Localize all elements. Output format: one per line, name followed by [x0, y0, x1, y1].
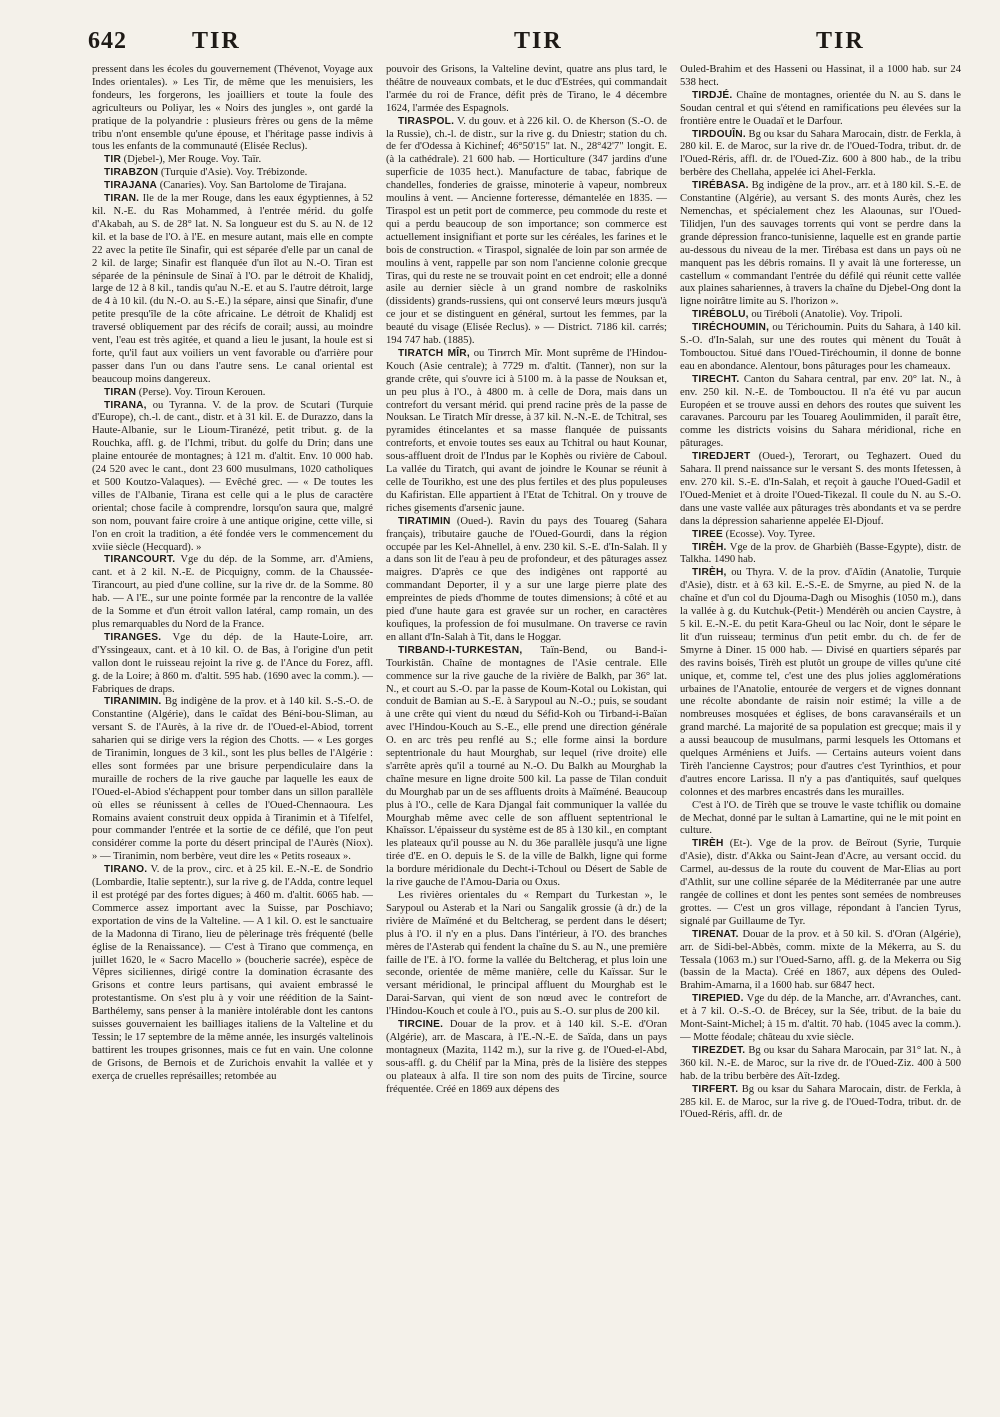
entry-headword: TIRDJÉ.: [692, 89, 733, 101]
page-header: [88, 28, 970, 62]
entry-text: Bg indigène de la prov. et à 140 kil. S.-S.-O. de Constantine (Algérie), dans le caïdat des Béni-bou-Sliman, au versant S. de l'Aurès, à la rive dr. de l'Oued-el-Abiod, torrent saharien qui se dirige vers la région des Chotts. — « Les gorges de Tiranimin, longues de 3 kil., sont les plus belles de l'Algérie : elles sont formées par une brisure perpendiculaire dans la muraille de rochers de la rive gauche par laquelle les eaux de l'Oued-el-Abiod s'échappent pour tomber dans un sillon parallèle où elles se réunissent à celles de l'Oued-Chennaoura. Les Romains avaient construit deux oppida à Tiranimin et à Tifelfel, pour commander l'entrée et la sortie de ce défilé, que l'on peut considérer comme la porte du désert principal de l'Aurès (Niox). » — Tiranimin, nom berbère, veut dire les « Petits roseaux ».: [92, 696, 373, 863]
entry-headword: TIRFERT.: [692, 1083, 739, 1095]
entry-text: Douar de la prov. et à 140 kil. S.-E. d'Oran (Algérie), arr. de Mascara, à l'E.-N.-E. de Saïda, dans un pays montagneux (Mazita, 1142 m.), sur la rive g. de l'Oued-el-Abd, sous-affl. g. du Chélif par la Mina, près de la lisière des steppes ou plateaux à alfa. Il tire son nom des puits de Tircine, source fréquentée. Créé en 1869 aux dépens des: [386, 1019, 667, 1095]
entry-headword: TIRÈH,: [692, 567, 727, 579]
entry-text: V. du gouv. et à 226 kil. O. de Kherson (S.-O. de la Russie), ch.-l. de distr., sur la rive g. du Dniestr; station du ch. de fer d'Odessa à Kichinef; 46°50'15" lat. N., 28°42'7" longit. E. (à la cathédrale). 21 600 hab. — Horticulture (347 jardins d'une superficie de 1035 hect.). Manufacture de tabac, fabrique de chandelles, fonderies de graisse, minoterie à vapeur, nombreux moulins à vent. — Ancienne forteresse, démantelée en 1835. — Tiraspol est un petit port de commerce, peu commode du reste et qui a perdu beaucoup de son importance; son commerce est actuellement insignifiant et porte sur les céréales, les farines et le bois de construction. « Tiraspol, signalée de loin par son armée de moulins à vent, rappelle par son nom l'ancienne colonie grecque Tiras, qui du reste ne se trouvait point en cet endroit; elle a donné asile au dernier siècle à un grand nombre de raskolniks (dissidents) grands-russiens, qui ont conservé leurs mœurs jusqu'à ce jour et se distinguent en général, surtout les femmes, par la beauté du visage (Elisée Reclus). » — District. 7186 kil. carrés; 194 747 hab. (1885).: [386, 115, 667, 347]
entry-text: Canton du Sahara central, par env. 20° lat. N., à env. 250 kil. N.-E. de Tombouctou. Il n'a été vu par aucun Européen et se trouve aussi en dehors des routes que suivent les caravanes. Parcouru par les Touareg Aoulimmiden, il paraît être, comme les districts voisins du Sahara méridional, riche en pâturages.: [680, 373, 961, 450]
entry-headword: TIREDJERT: [692, 451, 751, 463]
running-head-center: TIR: [514, 28, 563, 54]
dictionary-entry: [92, 864, 373, 1083]
entry-text: ou Thyra. V. de la prov. d'Aïdin (Anatolie, Turquie d'Asie), distr. et à 63 kil. E.-S.-E. de Smyrne, au pied N. de la chaîne et d'un col du Djouma-Dagh ou Misoghis (1050 m.), dans la vallée à g. du Kutchuk-(Petit-) Mendérèh ou ancien Caystre, à 5 kil. E.-N.-E. du petit Kara-Gheul ou lac Noir, dont le sépare le lit d'un ruisseau; terminus d'un petit embr. du ch. de fer de Smyrne à Diner. 15 000 hab. — Divisé en quartiers séparés par des ravins boisés, Tirèh est plutôt un groupe de villes qu'une cité unique, et, comme tel, c'est une des plus jolies agglomérations urbaines de l'Anatolie, entourée de vergers et de vignes donnant une récolte abondante de raisin noir estimé; la ville a de nombreuses mosquées et églises, de bons caravansérails et un grand marché. La majorité de sa population est grecque; mais il y a aussi beaucoup de musulmans, parmi lesquels les Ottomans et quelques Arméniens et Juifs. — Certains auteurs voient dans Tirèh l'ancienne Caystros; pour d'autres c'est Tyrinthios, et pour d'autres encore Larissa. Il n'y a pas d'antiquités, sauf quelques colonnes et des marbres encastrés dans les murailles.: [680, 567, 961, 798]
entry-headword: TIRANCOURT.: [104, 554, 176, 566]
entry-text: (Djebel-), Mer Rouge. Voy. Taïr.: [123, 154, 262, 166]
entry-headword: TIRÈH: [692, 838, 724, 850]
entry-headword: TIRÉBOLU,: [692, 309, 749, 321]
entry-headword: TIRÈH.: [692, 541, 727, 553]
dictionary-entry: [680, 309, 961, 322]
entry-headword: TIRANIMIN.: [104, 696, 162, 708]
entry-text: Taïn-Bend, ou Band-i-Tourkistân. Chaîne de montagnes de l'Asie centrale. Elle commence sur la rive gauche de la rivière de Balkh, par 36° lat. N., et court au S.-O. par la passe de Koum-Kotal ou Lokistan, qui conduit de Bamian au S.-E. à Sarypoul au N.-O.; puis, se soudant à une crête qui vient du nœud du Séfid-Koh ou Tirband-i-Baïan avec l'Hindou-Kouch au S.-E., elle prend une direction générale O. en arc très peu renflé au S.; elle forme ainsi la bordure septentrionale du haut Mourghab, sur lequel (rive droite) elle s'arrête après qu'il a tourné au N.-O. Du Balkh au Mourghab la chaîne mesure en ligne droite 500 kil. La passe de Tilan conduit du Mourghab par un de ses affluents droits à Maïméné. Beaucoup plus à l'O., celle de Kara Djangal fait communiquer la vallée du Mourghab même avec celle de son affluent septentrional le Khaïssor. L'épaisseur du système est de 85 à 130 kil., en comptant les plateaux qu'il pousse au N. du 36e parallèle jusqu'à une ligne tirée d'E. en O. depuis le S. de la ville de Balkh, ligne qui forme la bordure méridionale du Decht-i-Tchoul ou Désert de Sable de la rive gauche de l'Amou-Daria ou Oxus.: [386, 644, 667, 889]
column-right: [680, 64, 961, 1409]
entry-text: (Et-). Vge de la prov. de Beïrout (Syrie, Turquie d'Asie), distr. d'Akka ou Saint-Jean d'Acre, au versant occid. du Carmel, au-dessus de la route du couvent de Mar-Elias au port d'Athlit, sur une colline séparée de la Méditerranée par une autre rangée de collines et dont les pentes sont semées de nombreuses grottes. — C'est un gros village, répondant à l'ancien Tyrus, signalé par Guillaume de Tyr.: [680, 838, 961, 927]
dictionary-entry: [680, 180, 961, 309]
entry-continuation: [680, 64, 961, 90]
dictionary-entry: [680, 542, 961, 568]
entry-headword: TIRCINE.: [398, 1019, 444, 1031]
text-columns: [92, 64, 962, 1409]
entry-headword: TIRÉBASA.: [692, 180, 749, 192]
entry-text: Bg ou ksar du Sahara Marocain, distr. de Ferkla, à 280 kil. E. de Maroc, sur la rive dr. de l'Oued-Todra, tribut. dr. de l'Oued-Réris, affl. dr. de l'Oued-Ziz. 600 à 800 hab., de la tribu berbère des Chellaha, appelée ici Ahel-Ferkla.: [680, 128, 961, 179]
entry-text: Vge du dép. de la Manche, arr. d'Avranches, cant. et à 7 kil. O.-S.-O. de Brécey, sur la Sée, tribut. de la baie du Mont-Saint-Michel; à 15 m. d'altit. 70 hab. (1045 avec la comm.). — Motte féodale; château du xvie siècle.: [680, 993, 961, 1043]
entry-text: Bg ou ksar du Sahara Marocain, par 31° lat. N., à 360 kil. N.-E. de Maroc, sur la rive dr. de l'Oued-Ziz. 400 à 500 hab. de la tribu berbère des Aït-Izdeg.: [680, 1044, 961, 1082]
entry-text: pouvoir des Grisons, la Valteline devint, quatre ans plus tard, le théâtre de nouveaux combats, et le duc d'Estrées, qui commandait l'armée du roi de France, défit près de Tirano, le 4 décembre 1624, l'armée des Espagnols.: [386, 64, 667, 114]
entry-headword: TIRAN: [104, 386, 137, 398]
entry-text: Les rivières orientales du « Rempart du Turkestan », le Sarypoul ou Asterab et la Nari ou Sangalik grossie (à dr.) de la rivière de Maïméné et du Beltcherag, se perdent dans le désert; plus à l'O. il n'y en a plus. Dans l'intérieur, à l'O. des branches mères de l'Asterab qui fendent la chaîne du S. au N., une première faille de l'E. à l'O. forme la vallée du Beltcherag, et plus loin une seconde, orientée de même manière, celle du Kaïssar. Sur le versant méridional, le principal affluent du Mourghab est le Darai-Sarvan, qui vient de son nœud avec le contrefort de l'Hindou-Kouch et coule à l'O., puis au S.-O. sur plus de 200 kil.: [386, 890, 667, 1018]
entry-headword: TIREPIED.: [692, 993, 744, 1005]
dictionary-entry: [92, 387, 373, 400]
dictionary-entry: [92, 154, 373, 167]
entry-headword: TIRATCH MÎR,: [398, 347, 470, 359]
entry-headword: TIRÉCHOUMIN,: [692, 322, 770, 334]
dictionary-entry: [386, 645, 667, 890]
entry-text: (Oued-). Ravin du pays des Touareg (Sahara français), tributaire gauche de l'Oued-Gourdi, dans la région occupée par les Kel-Ahnellel, à env. 230 kil. S.-E. d'In-Salah. Il y a dans son lit de l'eau à peu de profondeur, et des pâturages assez maigres. D'après ce que des indigènes ont rapporté au commandant Deporter, il y a sur une large pierre plate des empreintes de pieds d'homme de toutes dimensions; à côté et au pied d'une haute gara est gravée sur un rocher, en caractères koufiques, la profession de foi musulmane. On traverse ce ravin en allant d'In-Salah à Tit, dans le Hoggar.: [386, 515, 667, 643]
entry-text: Vge du dép. de la Somme, arr. d'Amiens, cant. et à 2 kil. N.-E. de Picquigny, comm. de la Chaussée-Tirancourt, au pied d'une colline, sur la rive dr. de la Somme. 80 hab. — A l'E., sur une pointe formée par la rencontre de la vallée de la Somme et d'un étroit vallon latéral, camp romain, un des plus remarquables du Nord de la France.: [92, 554, 373, 630]
dictionary-entry: [92, 167, 373, 180]
entry-text: (Turquie d'Asie). Voy. Trébizonde.: [160, 167, 308, 179]
column-left: [92, 64, 373, 1409]
entry-headword: TIRANO.: [104, 864, 148, 876]
dictionary-entry: [680, 529, 961, 542]
entry-headword: TIRDOUÎN.: [692, 128, 746, 140]
entry-continuation: [386, 890, 667, 1019]
entry-continuation: [680, 800, 961, 839]
dictionary-entry: [680, 1045, 961, 1084]
entry-text: (Perse). Voy. Tiroun Kerouen.: [138, 386, 266, 398]
entry-text: C'est à l'O. de Tirèh que se trouve le vaste tchiflik ou domaine de Mechat, donné par le sultan à Lamartine, qui ne le mit point en culture.: [680, 799, 961, 837]
entry-headword: TIRANA,: [104, 399, 147, 411]
dictionary-entry: [680, 374, 961, 451]
entry-text: (Canaries). Voy. San Bartolome de Tirajana.: [159, 180, 347, 192]
entry-text: Ouled-Brahim et des Hasseni ou Hassinat, il a 1000 hab. sur 24 538 hect.: [680, 64, 961, 88]
entry-headword: TIRANGES.: [104, 631, 162, 643]
dictionary-entry: [680, 129, 961, 181]
entry-text: ou Tirитch Mîr. Mont suprême de l'Hindou-Kouch (Asie centrale); à 7729 m. d'altit. (Tanner), non sur la grande crête, qui s'ouvre ici à 5100 m. à la passe de Nouksan et, un peu plus à l'O., à 4800 m. à celle de Dora, mais dans un contrefort du versant mérid. qui prend racine près de la passe de Nouksan. Le Tiratch Mîr dresse, à 37 kil. N.-N.-E. de Tchitral, ses pyramides étincelantes et sa masse flanquée de puissants contreforts, et envoie toutes ses eaux au Tchitral ou haut Kounar, sous-affluent droit de l'Indus par le Kophès ou rivière de Caboul. La vallée du Tiratch, qui avant de joindre le Kounar se réunit à celle de Tourikho, est une des plus fertiles et des plus populeuses du Kafiristan. Elle appartient à l'Etat de Tchitral. On y trouve de riches gisements d'arsenic jaune.: [386, 347, 667, 514]
entry-text: Bg ou ksar du Sahara Marocain, distr. de Ferkla, à 285 kil. E. de Maroc, sur la rive g. de l'Oued-Todra, tribut. dr. de l'Oued-Réris, affl. dr. de: [680, 1083, 961, 1121]
entry-text: Douar de la prov. et à 50 kil. S. d'Oran (Algérie), arr. de Sidi-bel-Abbès, comm. mixte de la Mékerra, au S. du Tessala (1063 m.) sur l'Oued-Sarno, affl. g. de la Mekerra ou Sig (bassin de la Macta). Créé en 1867, aux dépens des Ouled-Brahim-Amarna, il a 1600 hab. sur 6847 hect.: [680, 928, 961, 992]
dictionary-entry: [680, 929, 961, 994]
entry-text: (Oued-), Terorart, ou Teghazert. Oued du Sahara. Il prend naissance sur le versant S. des monts Ifetessen, à env. 270 kil. S.-E. d'In-Salah, et reçoit à gauche l'Oued-Gadil et l'Oued-Meniet et à droite l'Oued-Tikezal. Il coule du N. au S.-O. dans une vaste vallée aux pâturages très abondants et va se perdre dans la dépression saharienne appelée El-Djouf.: [680, 451, 961, 527]
dictionary-entry: [680, 993, 961, 1045]
dictionary-entry: [680, 451, 961, 528]
entry-continuation: [92, 64, 373, 154]
entry-headword: TIREZDET.: [692, 1044, 746, 1056]
dictionary-entry: [386, 1019, 667, 1096]
entry-text: Chaîne de montagnes, orientée du N. au S. dans le Soudan central et qui s'étend en ramifications peu élevées sur la frontière entre le Ouadaï et le Darfour.: [680, 89, 961, 127]
dictionary-entry: [386, 348, 667, 516]
entry-text: Bg indigène de la prov., arr. et à 180 kil. S.-E. de Constantine (Algérie), au versant S. des monts Aurès, chez les Nemenchas, et spécialement chez les Alaounas, sur l'Oued-Tilidjen, l'un des sauvages torrents qui vont se perdre dans la grande dépression franco-tunisienne, laquelle est en grande partie au-dessous du niveau de la mer. Tirébasa est dans un pays où ne manquent pas les débris romains. Il y avait là une forteresse, un castellum « commandant l'entrée du défilé qui réunit cette vallée aux plaines sahariennes, à travers la chaîne du Djebel-Ong dont la ligne noirâtre limite au S. l'horizon ».: [680, 180, 961, 308]
entry-text: (Ecosse). Voy. Tyree.: [725, 528, 816, 540]
entry-text: ou Térichoumin. Puits du Sahara, à 140 kil. S.-O. d'In-Salah, sur une des routes qui mènent du Touât à Tombouctou. Situé dans l'Oued-Tiréchoumin, il donne de bonne eau en abondance. Alentour, bons pâturages pour les chameaux.: [680, 322, 961, 372]
entry-text: Ile de la mer Rouge, dans les eaux égyptiennes, à 52 kil. N.-E. du Ras Mohammed, à l'entrée mérid. du golfe d'Akabah, au S. de 28° lat. N. Sa longueur est du S. au N. de 12 kil. et la base de l'O. à l'E. en mesure autant, mais elle en compte 22 avec la petite île Sinafir, qui est séparée d'elle par un canal de 2 kil. de large; Sinafir est flanquée d'un îlot au N.-O. Tiran est séparée de la péninsule de Sinaï à l'O. par le détroit de Khalidj, large de 12 à 8 kil., tandis qu'au N.-E. et au S. l'autre détroit, large de 4 à 10 kil. (du N.-O. au S.-E.) la sépare, ainsi que Sinafir, d'une petite presqu'île de la côte africaine. Le détroit de Khalidj est traversé obliquement par des récifs de corail; aussi, au moindre vent, l'eau est très agitée, et quand a lieu le jusant, la houle est si forte, qu'il faut aux voiliers un vent favorable ou d'arrière pour passer dans l'un ou dans l'autre sens. Le canal oriental est beaucoup moins dangereux.: [92, 193, 373, 385]
entry-headword: TIR: [104, 154, 122, 166]
dictionary-entry: [386, 116, 667, 348]
column-middle: [386, 64, 667, 1409]
dictionary-entry: [92, 193, 373, 387]
entry-text: ou Tiréboli (Anatolie). Voy. Tripoli.: [751, 309, 903, 321]
entry-text: ou Tyranna. V. de la prov. de Scutari (Turquie d'Europe), ch.-l. de cant., distr. et à 31 kil. E. de Durazzo, dans la Haute-Albanie, sur le Lioum-Tiranézé, petit tribut. g. de la Rouchka, affl. g. de l'Ichmi, tribut. du golfe du Drin; dans une plaine entourée de montagnes; à 121 m. d'altit. Env. 10 000 hab. (24 520 avec le cant., dont 23 600 musulmans, 1020 catholiques et 500 Koutzo-Valaques). — Evêché grec. — « De toutes les villes de l'Albanie, Tirana est celle qui a le plus de caractère oriental; chose facile à comprendre, lorsqu'on saura que, malgré son nom, pouvant faire croire à une antique origine, cette ville, si l'on en croit la tradition, a été fondée vers le commencement du xviie siècle (Hecquard). »: [92, 399, 373, 553]
entry-text: Vge de la prov. de Gharbièh (Basse-Egypte), distr. de Talkha. 1490 hab.: [680, 541, 961, 566]
dictionary-entry: [680, 567, 961, 799]
entry-text: pressent dans les écoles du gouvernement (Thévenot, Voyage aux Indes orientales). » Les Tir, de même que les menuisiers, les fondeurs, les forgerons, les joailliers et toute la foule des agriculteurs ou Poliyar, les « Noirs des jungles », ont gardé la pratique de la polyandrie : plusieurs frères ou gens de la même tribu n'ont ensemble qu'une épouse, et l'héritage passe indivis à tous les enfants de la communauté (Elisée Reclus).: [92, 64, 373, 153]
entry-text: Vge du dép. de la Haute-Loire, arr. d'Yssingeaux, cant. et à 10 kil. O. de Bas, à l'origine d'un petit vallon dont le ruisseau rejoint la rive g. de l'Ance du Forez, affl. g. de la Loire; à 860 m. d'altit. 595 hab. (1690 avec la comm.). — Fabriques de draps.: [92, 631, 373, 695]
dictionary-entry: [680, 838, 961, 928]
entry-headword: TIRASPOL.: [398, 115, 455, 127]
entry-headword: TIREE: [692, 528, 724, 540]
entry-headword: TIRENAT.: [692, 928, 739, 940]
dictionary-entry: [680, 322, 961, 374]
entry-headword: TIRAN.: [104, 193, 140, 205]
running-head-right: TIR: [816, 28, 865, 54]
dictionary-entry: [92, 696, 373, 864]
entry-text: V. de la prov., circ. et à 25 kil. E.-N.-E. de Sondrio (Lombardie, Italie septentr.), sur la rive g. de l'Adda, contre lequel il est protégé par des fortes digues; à 460 m. d'altit. 6065 hab. — Commerce assez important avec la Suisse, par Poschiavo; exportation de vins de la Valteline. — A 1 kil. O. est le sanctuaire de la Madonna di Tirano, lieu de pèlerinage très fréquenté (belle église de la Renaissance). — C'est à Tirano que commença, en juillet 1620, le « Sacro Macello » (boucherie sacrée), espèce de Vêpres siciliennes, dirigé contre la domination écrasante des Grisons et contre leurs partisans, qui avaient embrassé le protestantisme. On s'est plu à y voir une réédition de la Saint-Barthélemy, sans penser à la manière intolérable dont les cantons suisses gouvernaient les bailliages italiens de la Valteline et du Tessin; le 17 septembre de la même année, les insurgés valtelinois battirent les troupes grisonnes, mais ce fut en vain. Une colonne de Grisons, de Bernois et de Zurichois envahit la vallée et y exerça de cruelles représailles; retombée au: [92, 864, 373, 1082]
dictionary-entry: [92, 180, 373, 193]
entry-headword: TIRABZON: [104, 167, 159, 179]
entry-headword: TIRATIMIN: [398, 515, 451, 527]
entry-headword: TIRECHT.: [692, 373, 740, 385]
dictionary-entry: [386, 516, 667, 645]
page-number: 642: [88, 28, 127, 54]
dictionary-entry: [92, 554, 373, 631]
entry-headword: TIRAJANA: [104, 180, 158, 192]
dictionary-entry: [680, 1084, 961, 1123]
dictionary-entry: [92, 400, 373, 555]
dictionary-entry: [680, 90, 961, 129]
entry-headword: TIRBAND-I-TURKESTAN,: [398, 644, 523, 656]
dictionary-entry: [92, 632, 373, 697]
running-head-left: TIR: [192, 28, 241, 54]
entry-continuation: [386, 64, 667, 116]
